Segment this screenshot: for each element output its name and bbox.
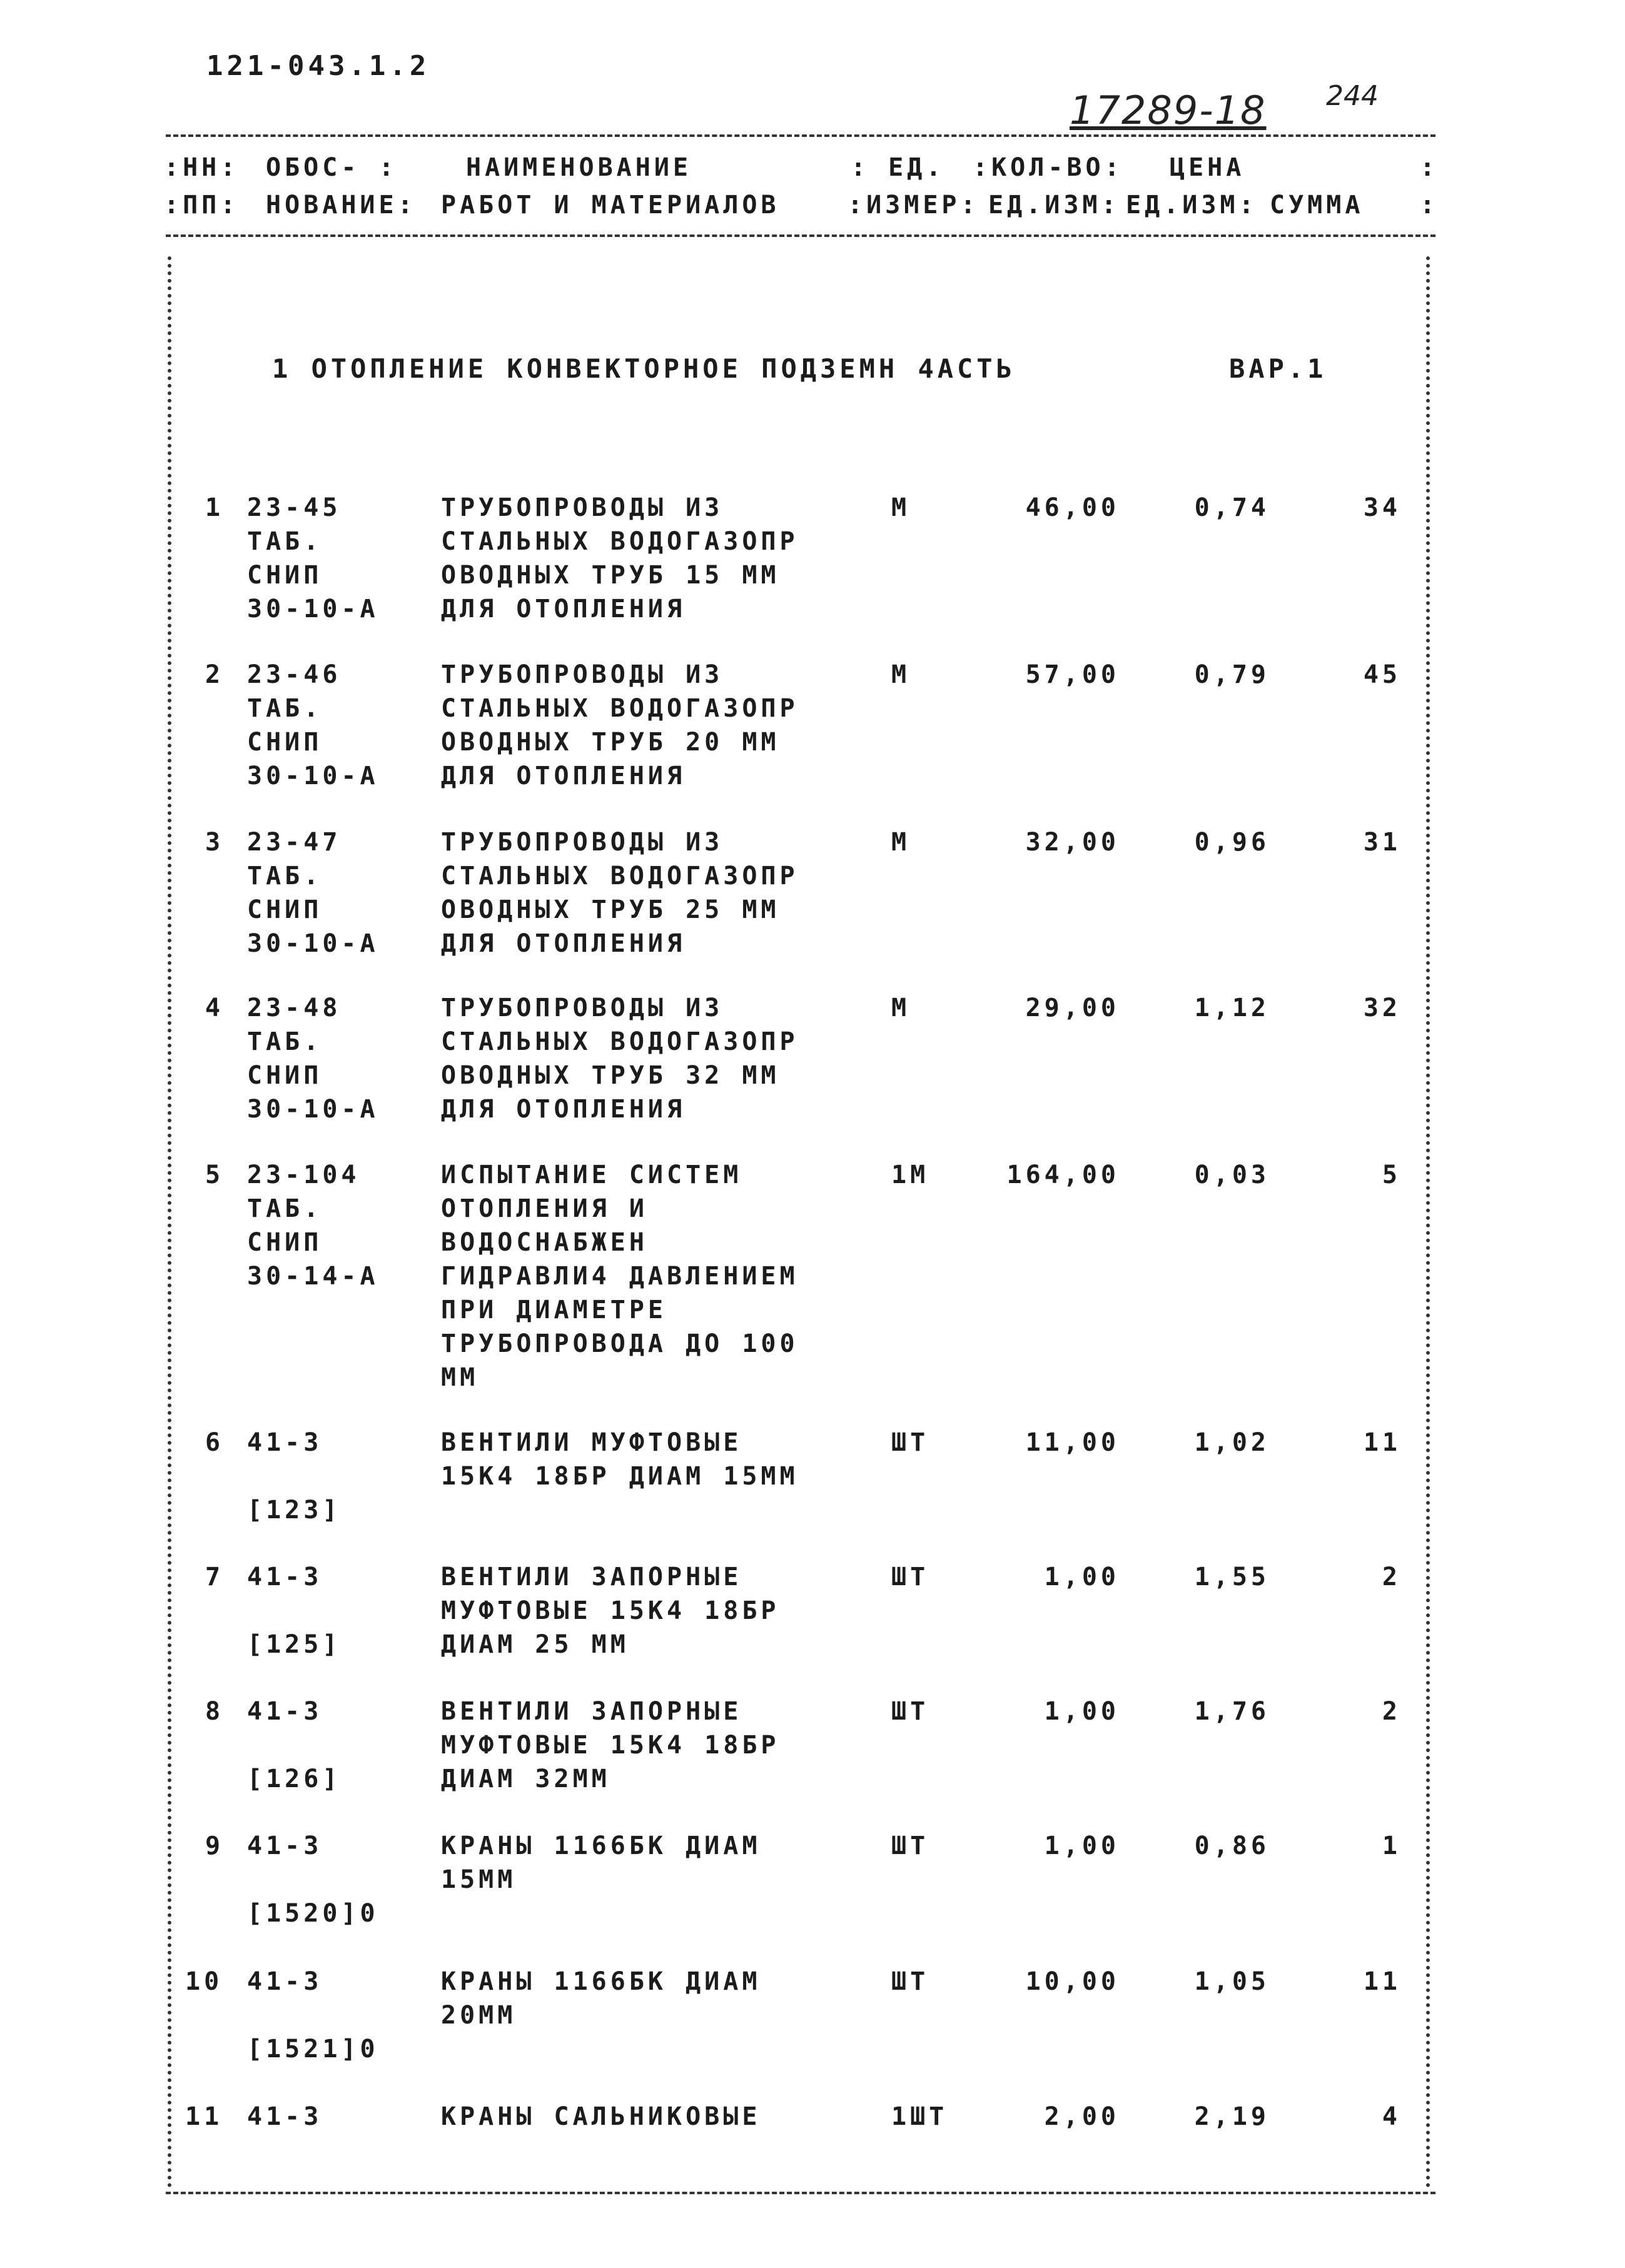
row-price: 1,76 xyxy=(1194,1697,1270,1726)
row-sum: 2 xyxy=(1382,1697,1401,1726)
row-price: 0,86 xyxy=(1194,1832,1270,1860)
row-unit: ШТ xyxy=(891,1832,929,1860)
header-izmer: :ИЗМЕР: xyxy=(848,191,980,219)
row-price: 0,96 xyxy=(1194,828,1270,857)
row-sum: 5 xyxy=(1382,1161,1401,1189)
header-obos: ОБОС- : xyxy=(266,153,398,182)
header-ed: : ЕД. xyxy=(851,153,945,182)
section-title: 1 ОТОПЛЕНИЕ КОНВЕКТОРНОЕ ПОДЗЕМН 4АСТЬ xyxy=(272,353,1016,384)
row-number: 9 xyxy=(205,1832,225,1860)
header-nn: :НН: xyxy=(164,153,240,182)
row-qty: 29,00 xyxy=(1025,994,1120,1022)
row-unit: 1ШТ xyxy=(891,2102,948,2131)
row-qty: 1,00 xyxy=(1044,1697,1120,1726)
header-end-2: : xyxy=(1420,191,1439,219)
row-name: ТРУБОПРОВОДЫ ИЗ СТАЛЬНЫХ ВОДОГАЗОПР ОВОДНЫХ ТРУБ 32 ММ ДЛЯ ОТОПЛЕНИЯ xyxy=(441,994,799,1124)
row-code: 41-3 [125] xyxy=(247,1563,342,1659)
row-number: 11 xyxy=(185,2102,223,2131)
document-code: 121-043.1.2 xyxy=(206,50,430,82)
row-unit: 1М xyxy=(891,1161,929,1189)
row-name: ТРУБОПРОВОДЫ ИЗ СТАЛЬНЫХ ВОДОГАЗОПР ОВОДНЫХ ТРУБ 25 ММ ДЛЯ ОТОПЛЕНИЯ xyxy=(441,828,799,958)
row-number: 3 xyxy=(205,828,225,857)
row-code: 41-3 [123] xyxy=(247,1428,342,1525)
row-code: 41-3 [1521]0 xyxy=(247,1967,379,2064)
row-code: 23-47 ТАБ. СНИП 30-10-А xyxy=(247,828,379,958)
row-number: 4 xyxy=(205,994,225,1022)
row-code: 23-104 ТАБ. СНИП 30-14-А xyxy=(247,1161,379,1291)
row-number: 10 xyxy=(185,1967,223,1996)
row-sum: 32 xyxy=(1363,994,1401,1022)
header-naimenovanie: НАИМЕНОВАНИЕ xyxy=(466,153,692,182)
row-qty: 46,00 xyxy=(1025,493,1120,522)
row-qty: 1,00 xyxy=(1044,1563,1120,1591)
row-qty: 32,00 xyxy=(1025,828,1120,857)
row-qty: 57,00 xyxy=(1025,660,1120,689)
row-unit: М xyxy=(891,994,911,1022)
row-unit: ШТ xyxy=(891,1967,929,1996)
row-qty: 1,00 xyxy=(1044,1832,1120,1860)
row-number: 1 xyxy=(205,493,225,522)
row-sum: 31 xyxy=(1363,828,1401,857)
header-ed-izm-1: ЕД.ИЗМ: xyxy=(988,191,1120,219)
row-unit: М xyxy=(891,493,911,522)
table-right-border xyxy=(1426,256,1430,2189)
row-name: ИСПЫТАНИЕ СИСТЕМ ОТОПЛЕНИЯ И ВОДОСНАБЖЕН ГИДРАВЛИ4 ДАВЛЕНИЕМ ПРИ ДИАМЕТРЕ ТРУБОПРОВОДА ДО 100 ММ xyxy=(441,1161,799,1392)
row-price: 0,79 xyxy=(1194,660,1270,689)
row-name: КРАНЫ 1166БК ДИАМ 20ММ xyxy=(441,1967,761,2030)
row-unit: М xyxy=(891,828,911,857)
row-number: 7 xyxy=(205,1563,225,1591)
row-code: 41-3 [126] xyxy=(247,1697,342,1793)
header-pp: :ПП: xyxy=(164,191,240,219)
row-qty: 11,00 xyxy=(1025,1428,1120,1457)
handwritten-number: 17289-18 xyxy=(1070,88,1267,133)
header-novanie: НОВАНИЕ: xyxy=(266,191,417,219)
row-sum: 45 xyxy=(1363,660,1401,689)
row-name: ТРУБОПРОВОДЫ ИЗ СТАЛЬНЫХ ВОДОГАЗОПР ОВОДНЫХ ТРУБ 20 ММ ДЛЯ ОТОПЛЕНИЯ xyxy=(441,660,799,790)
row-price: 1,55 xyxy=(1194,1563,1270,1591)
row-code: 41-3 xyxy=(247,2102,323,2131)
row-name: КРАНЫ САЛЬНИКОВЫЕ xyxy=(441,2102,761,2131)
row-price: 1,05 xyxy=(1194,1967,1270,1996)
row-number: 8 xyxy=(205,1697,225,1726)
header-bottom-line xyxy=(166,234,1435,237)
row-qty: 10,00 xyxy=(1025,1967,1120,1996)
row-sum: 4 xyxy=(1382,2102,1401,2131)
row-sum: 1 xyxy=(1382,1832,1401,1860)
page-number: 244 xyxy=(1326,80,1379,112)
row-price: 2,19 xyxy=(1194,2102,1270,2131)
row-sum: 2 xyxy=(1382,1563,1401,1591)
row-code: 23-46 ТАБ. СНИП 30-10-А xyxy=(247,660,379,790)
row-price: 1,02 xyxy=(1194,1428,1270,1457)
table-bottom-line xyxy=(166,2192,1435,2194)
row-name: ТРУБОПРОВОДЫ ИЗ СТАЛЬНЫХ ВОДОГАЗОПР ОВОДНЫХ ТРУБ 15 ММ ДЛЯ ОТОПЛЕНИЯ xyxy=(441,493,799,623)
row-name: КРАНЫ 1166БК ДИАМ 15ММ xyxy=(441,1832,761,1894)
table-left-border xyxy=(168,256,171,2189)
row-sum: 11 xyxy=(1363,1428,1401,1457)
row-price: 0,74 xyxy=(1194,493,1270,522)
row-number: 2 xyxy=(205,660,225,689)
header-ed-izm-2: ЕД.ИЗМ: xyxy=(1126,191,1258,219)
section-variant: ВАР.1 xyxy=(1229,353,1327,384)
row-unit: М xyxy=(891,660,911,689)
row-name: ВЕНТИЛИ ЗАПОРНЫЕ МУФТОВЫЕ 15К4 18БР ДИАМ 32ММ xyxy=(441,1697,780,1793)
header-end-1: : xyxy=(1420,153,1439,182)
row-name: ВЕНТИЛИ МУФТОВЫЕ 15К4 18БР ДИАМ 15ММ xyxy=(441,1428,799,1491)
table-top-line xyxy=(166,134,1435,137)
header-rabot: РАБОТ И МАТЕРИАЛОВ xyxy=(441,191,780,219)
header-cena: ЦЕНА xyxy=(1170,153,1245,182)
row-sum: 11 xyxy=(1363,1967,1401,1996)
header-kol-vo: :КОЛ-ВО: xyxy=(973,153,1123,182)
row-number: 5 xyxy=(205,1161,225,1189)
header-summa: СУММА xyxy=(1270,191,1364,219)
row-qty: 2,00 xyxy=(1044,2102,1120,2131)
row-code: 23-48 ТАБ. СНИП 30-10-А xyxy=(247,994,379,1124)
row-price: 0,03 xyxy=(1194,1161,1270,1189)
row-name: ВЕНТИЛИ ЗАПОРНЫЕ МУФТОВЫЕ 15К4 18БР ДИАМ 25 ММ xyxy=(441,1563,780,1659)
row-code: 23-45 ТАБ. СНИП 30-10-А xyxy=(247,493,379,623)
row-code: 41-3 [1520]0 xyxy=(247,1832,379,1928)
row-qty: 164,00 xyxy=(1006,1161,1120,1189)
row-sum: 34 xyxy=(1363,493,1401,522)
row-unit: ШТ xyxy=(891,1697,929,1726)
row-unit: ШТ xyxy=(891,1563,929,1591)
row-number: 6 xyxy=(205,1428,225,1457)
row-unit: ШТ xyxy=(891,1428,929,1457)
row-price: 1,12 xyxy=(1194,994,1270,1022)
